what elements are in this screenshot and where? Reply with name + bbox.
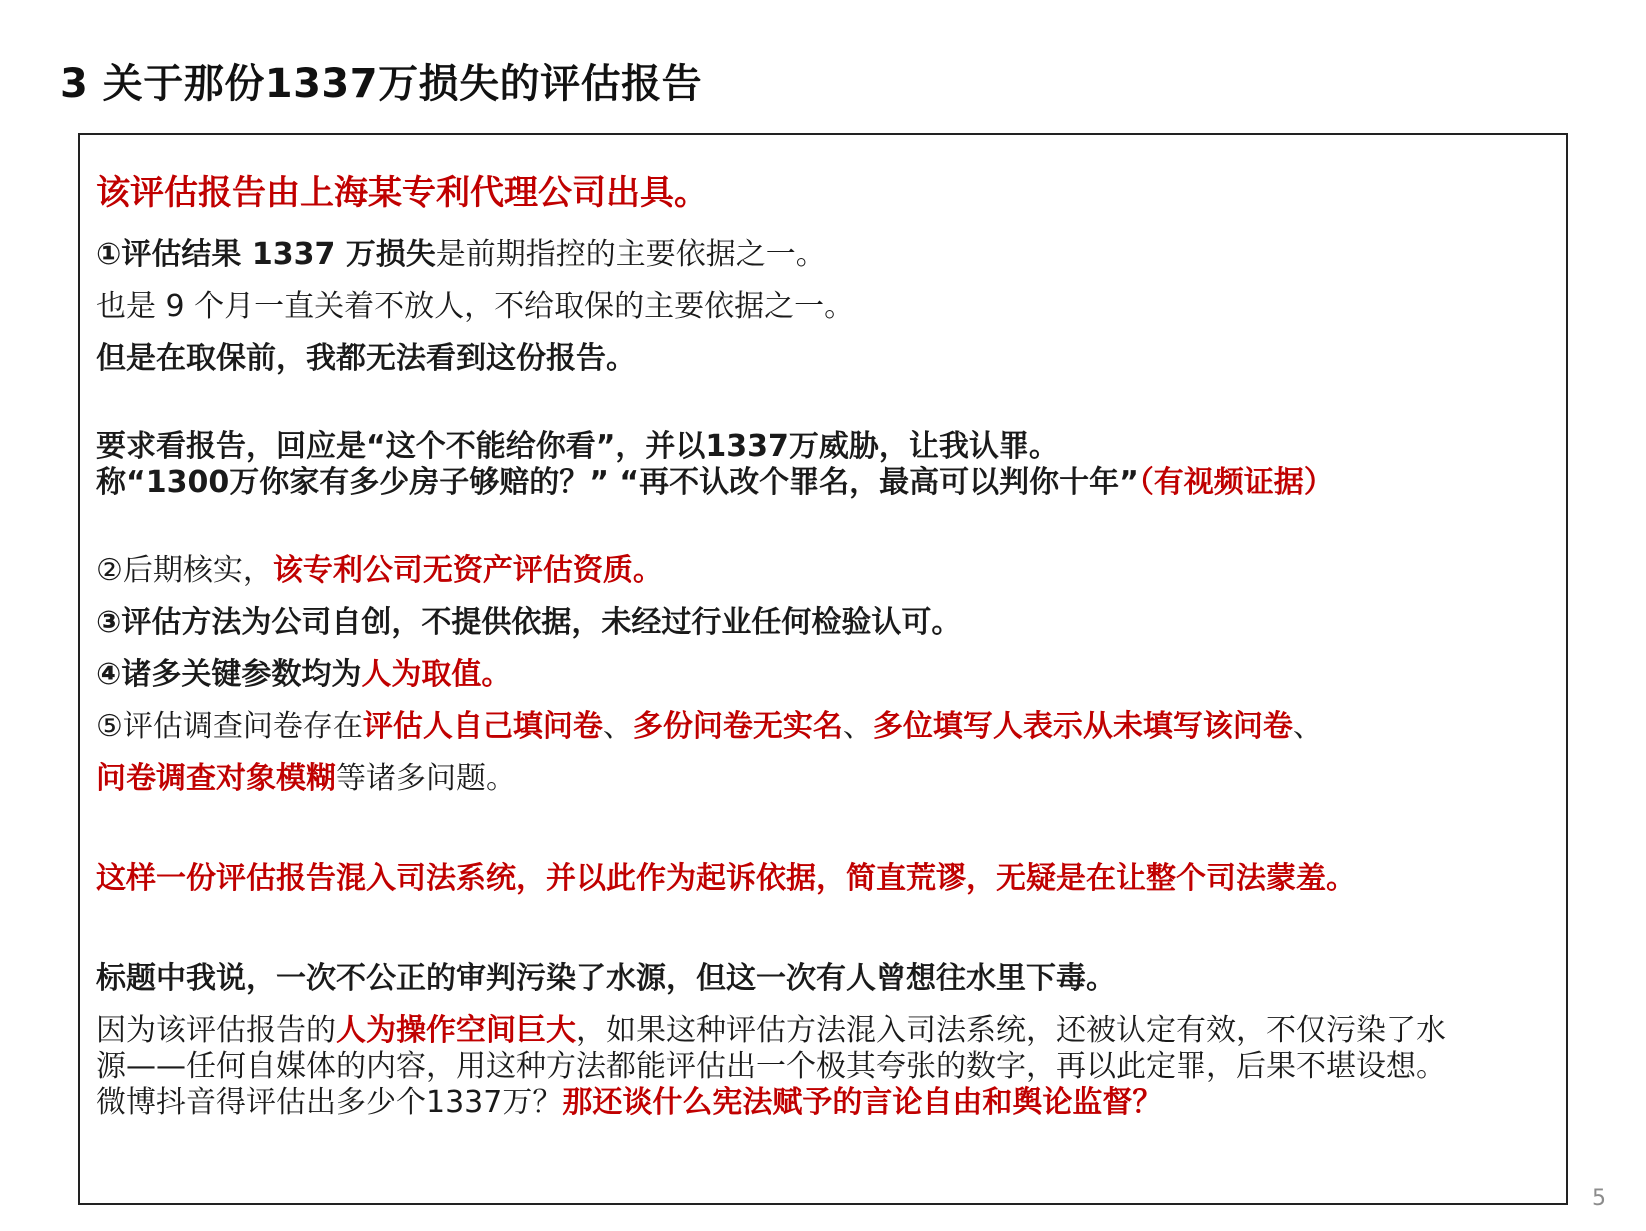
consequence-line-3 (96, 1085, 1550, 1121)
point-2-highlight: 该专利公司无资产评估资质。 (272, 553, 663, 588)
point-5-sep-2: 、 (842, 709, 873, 744)
point-5-issue-1: 评估人自己填问卷 (362, 709, 603, 744)
issuer-statement: 该评估报告由上海某专利代理公司出具。 (96, 173, 708, 213)
consequence-line-1 (96, 1013, 1550, 1049)
point-4-line (96, 657, 1550, 693)
consequence-highlight: 人为操作空间巨大 (336, 1013, 576, 1048)
point-5-end: 等诸多问题。 (336, 761, 516, 796)
poison-metaphor: 标题中我说，一次不公正的审判污染了水源，但这一次有人曾想往水里下毒。 (96, 961, 1116, 996)
point-2-prefix: ②后期核实， (96, 553, 273, 588)
threat-statement: 要求看报告，回应是“这个不能给你看”，并以1337万威胁，让我认罪。 (96, 429, 1059, 464)
conclusion-statement: 这样一份评估报告混入司法系统，并以此作为起诉依据，简直荒谬，无疑是在让整个司法蒙羞。 (96, 861, 1356, 896)
point-5-continuation (96, 761, 1550, 797)
point-4-text: ④诸多关键参数均为 (96, 657, 362, 692)
point-5-line (96, 709, 1550, 745)
point-1-line (96, 237, 1550, 273)
content-box (78, 133, 1568, 1205)
point-1-bold: ①评估结果 1337 万损失 (96, 237, 436, 272)
free-speech-question: 那还谈什么宪法赋予的言论自由和舆论监督？ (562, 1085, 1163, 1120)
threat-quote-line (96, 465, 1550, 501)
point-5-issue-4: 问卷调查对象模糊 (96, 761, 336, 796)
point-1-rest: 是前期指控的主要依据之一。 (435, 237, 826, 272)
point-1-detail: 也是 9 个月一直关着不放人，不给取保的主要依据之一。 (96, 289, 855, 324)
point-5-sep-1: 、 (602, 709, 633, 744)
point-4-highlight: 人为取值。 (361, 657, 512, 692)
page-number: 5 (1592, 1186, 1606, 1211)
threat-quote: 称“1300万你家有多少房子够赔的？” “再不认改个罪名，最高可以判你十年” (96, 465, 1139, 500)
point-3-line: ③评估方法为公司自创，不提供依据，未经过行业任何检验认可。 (96, 605, 962, 640)
consequence-text-a: 因为该评估报告的 (96, 1013, 336, 1048)
video-evidence-note: （有视频证据） (1138, 465, 1334, 500)
rhetorical-question: 微博抖音得评估出多少个1337万？ (96, 1085, 563, 1120)
point-1-no-access: 但是在取保前，我都无法看到这份报告。 (96, 341, 636, 376)
point-5-prefix: ⑤评估调查问卷存在 (96, 709, 363, 744)
point-2-line (96, 553, 1550, 589)
point-5-sep-3: 、 (1292, 709, 1323, 744)
consequence-text-b: ，如果这种评估方法混入司法系统，还被认定有效，不仅污染了水 (576, 1013, 1446, 1048)
point-5-issue-2: 多份问卷无实名 (632, 709, 843, 744)
point-5-issue-3: 多位填写人表示从未填写该问卷 (872, 709, 1293, 744)
page-title: 3 关于那份1337万损失的评估报告 (60, 61, 703, 107)
consequence-line-2: 源——任何自媒体的内容，用这种方法都能评估出一个极其夸张的数字，再以此定罪，后果不堪设想。 (96, 1049, 1446, 1084)
